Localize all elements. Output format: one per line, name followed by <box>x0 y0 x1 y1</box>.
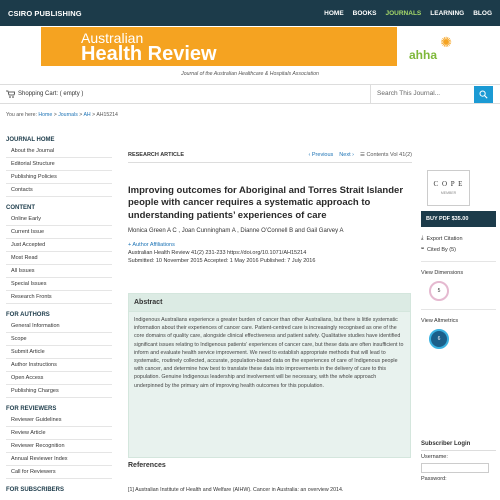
dimensions-label[interactable]: View Dimensions <box>421 270 464 276</box>
abstract-heading: Abstract <box>129 294 410 312</box>
breadcrumb-sep: > <box>79 112 83 118</box>
cope-badge[interactable] <box>427 170 470 206</box>
article-nav <box>309 152 412 158</box>
nav-home[interactable]: HOME <box>324 9 344 17</box>
altmetrics-label[interactable]: View Altmetrics <box>421 318 459 324</box>
sidebar-item-current-issue[interactable]: Current Issue <box>6 226 112 239</box>
sidebar-item-reviewer-recognition[interactable]: Reviewer Recognition <box>6 440 112 453</box>
banner-title: Health Review <box>81 43 217 65</box>
cited-icon: ❝ <box>421 247 424 253</box>
article-dates: Submitted: 10 November 2015 Accepted: 1 May 2016 Published: 7 July 2016 <box>128 258 316 265</box>
sidebar-item-all-issues[interactable]: All Issues <box>6 265 112 278</box>
sidebar-item-policies[interactable]: Publishing Policies <box>6 171 112 184</box>
nav-learning[interactable]: LEARNING <box>430 9 465 17</box>
subscriber-login <box>421 441 496 482</box>
export-citation-link[interactable] <box>421 235 496 242</box>
sidebar-item-most-read[interactable]: Most Read <box>6 252 112 265</box>
sidebar-item-about[interactable]: About the Journal <box>6 145 112 158</box>
journal-banner[interactable] <box>41 27 459 66</box>
sidebar-item-online-early[interactable]: Online Early <box>6 213 112 226</box>
nav-journals[interactable]: JOURNALS <box>385 9 422 17</box>
brand-logo[interactable]: CSIRO PUBLISHING <box>8 8 82 18</box>
banner-subtitle: Australian <box>81 30 144 46</box>
divider <box>421 261 496 262</box>
reference-item: [1] Australian Institute of Health and Welfare (AIHW). Cancer in Australia: an overview 2014. <box>128 487 344 493</box>
sidebar-heading-content[interactable]: CONTENT <box>6 205 35 211</box>
article-main <box>128 152 412 264</box>
nav-books[interactable]: BOOKS <box>352 9 377 17</box>
next-link[interactable]: Next › <box>339 152 354 158</box>
article-title: Improving outcomes for Aboriginal and Torres Strait Islander people with cancer requires a systematic approach to understanding patients’ experiences of care <box>128 185 404 221</box>
sun-icon: ✺ <box>440 34 452 50</box>
author-affiliations-toggle[interactable]: + Author Affiliations <box>128 242 175 249</box>
search-button[interactable] <box>474 86 493 103</box>
login-heading: Subscriber Login <box>421 441 496 451</box>
top-bar <box>0 0 500 26</box>
sidebar-heading-journal-home[interactable]: JOURNAL HOME <box>6 137 55 143</box>
buy-pdf-button[interactable]: BUY PDF $35.00 <box>421 211 496 227</box>
breadcrumb-home[interactable]: Home <box>38 112 53 118</box>
sidebar-heading-for-subscribers[interactable]: FOR SUBSCRIBERS <box>6 487 65 493</box>
abstract-panel <box>128 293 411 458</box>
sidebar-item-open-access[interactable]: Open Access <box>6 372 112 385</box>
shopping-cart[interactable] <box>6 90 83 98</box>
breadcrumb-sep: > <box>92 112 96 118</box>
cited-label: Cited By (5) <box>426 247 457 253</box>
altmetric-badge[interactable]: 6 <box>429 329 449 349</box>
sidebar-item-scope[interactable]: Scope <box>6 333 112 346</box>
contents-link[interactable] <box>360 152 412 158</box>
dimensions-badge[interactable]: 5 <box>429 281 449 301</box>
contents-label: Contents Vol 41(2) <box>366 152 412 158</box>
search-icon <box>479 90 488 99</box>
cart-icon <box>6 90 15 98</box>
sidebar-item-special-issues[interactable]: Special Issues <box>6 278 112 291</box>
article-authors[interactable]: Monica Green A C , Joan Cunningham A , Dianne O’Connell B and Gail Garvey A <box>128 228 344 235</box>
right-panel <box>421 170 496 349</box>
article-citation: Australian Health Review 41(2) 231-233 https://doi.org/10.1071/AH15214 <box>128 250 307 257</box>
sidebar-item-research-fronts[interactable]: Research Fronts <box>6 291 112 304</box>
export-label: Export Citation <box>426 235 463 242</box>
sidebar-item-submit-article[interactable]: Submit Article <box>6 346 112 359</box>
breadcrumb-sep: > <box>53 112 57 118</box>
search-input[interactable]: Search This Journal... <box>377 90 441 97</box>
top-nav <box>324 10 492 17</box>
abstract-body: Indigenous Australians experience a greater burden of cancer than other Australians, but there is little systematic information about their experiences of cancer care. Patient-centred care is increasingly recognised as one of the core domains of quality care, alongside clinical effectiveness and patient safety. Qualitative studies have identified significant issues relating to Indigenous patients’ experiences of cancer care, but these data are often insufficient to inform and evaluate health service improvement. We need to establish appropriate methods that will lead to systematic, routinely collected, accurate, population-based data on the experiences of care of Indigenous people with cancer, and determine how best to translate these data into improvements in the delivery of care to this population. Genuine Indigenous leadership and involvement will be necessary, with the whole approach underpinned by the primary aim of improving health outcomes for this population. <box>134 317 404 389</box>
breadcrumb-journal[interactable]: AH <box>83 112 91 118</box>
username-field[interactable] <box>421 463 489 473</box>
cited-by-link[interactable] <box>421 247 496 253</box>
journal-search <box>370 85 493 104</box>
sidebar-item-reviewer-index[interactable]: Annual Reviewer Index <box>6 453 112 466</box>
ahha-logo: ahha <box>408 48 437 62</box>
breadcrumb-prefix: You are here: <box>6 112 37 118</box>
export-icon: ⤓ <box>421 235 424 241</box>
references-heading: References <box>128 462 166 469</box>
nav-blog[interactable]: BLOG <box>473 9 492 17</box>
divider <box>421 309 496 310</box>
article-type-label: RESEARCH ARTICLE <box>128 152 185 158</box>
sidebar-item-general-info[interactable]: General Information <box>6 320 112 333</box>
username-label: Username: <box>421 454 448 460</box>
previous-link[interactable]: ‹ Previous <box>308 152 334 158</box>
sidebar-item-contacts[interactable]: Contacts <box>6 184 112 197</box>
sidebar <box>6 137 112 495</box>
sidebar-item-author-instructions[interactable]: Author Instructions <box>6 359 112 372</box>
article-toolbar <box>128 152 412 163</box>
cart-label: Shopping Cart: ( empty ) <box>18 91 84 97</box>
sidebar-item-reviewer-guidelines[interactable]: Reviewer Guidelines <box>6 414 112 427</box>
sidebar-item-publishing-charges[interactable]: Publishing Charges <box>6 385 112 398</box>
sidebar-heading-for-authors[interactable]: FOR AUTHORS <box>6 312 50 318</box>
cope-subtitle: MEMBER <box>440 191 457 195</box>
sidebar-item-editorial[interactable]: Editorial Structure <box>6 158 112 171</box>
sidebar-item-review-article[interactable]: Review Article <box>6 427 112 440</box>
sidebar-heading-for-reviewers[interactable]: FOR REVIEWERS <box>6 406 57 412</box>
cart-search-bar <box>0 84 500 104</box>
breadcrumb-article: AH15214 <box>96 112 118 118</box>
sidebar-item-just-accepted[interactable]: Just Accepted <box>6 239 112 252</box>
sidebar-item-call-for-reviewers[interactable]: Call for Reviewers <box>6 466 112 479</box>
password-label: Password: <box>421 476 447 482</box>
cope-title: C O P E <box>433 180 464 188</box>
contents-icon: ☰ <box>359 152 365 158</box>
breadcrumb-journals[interactable]: Journals <box>58 112 78 118</box>
journal-tagline: Journal of the Australian Healthcare & Hospitals Association <box>181 71 319 77</box>
breadcrumb <box>6 112 118 118</box>
